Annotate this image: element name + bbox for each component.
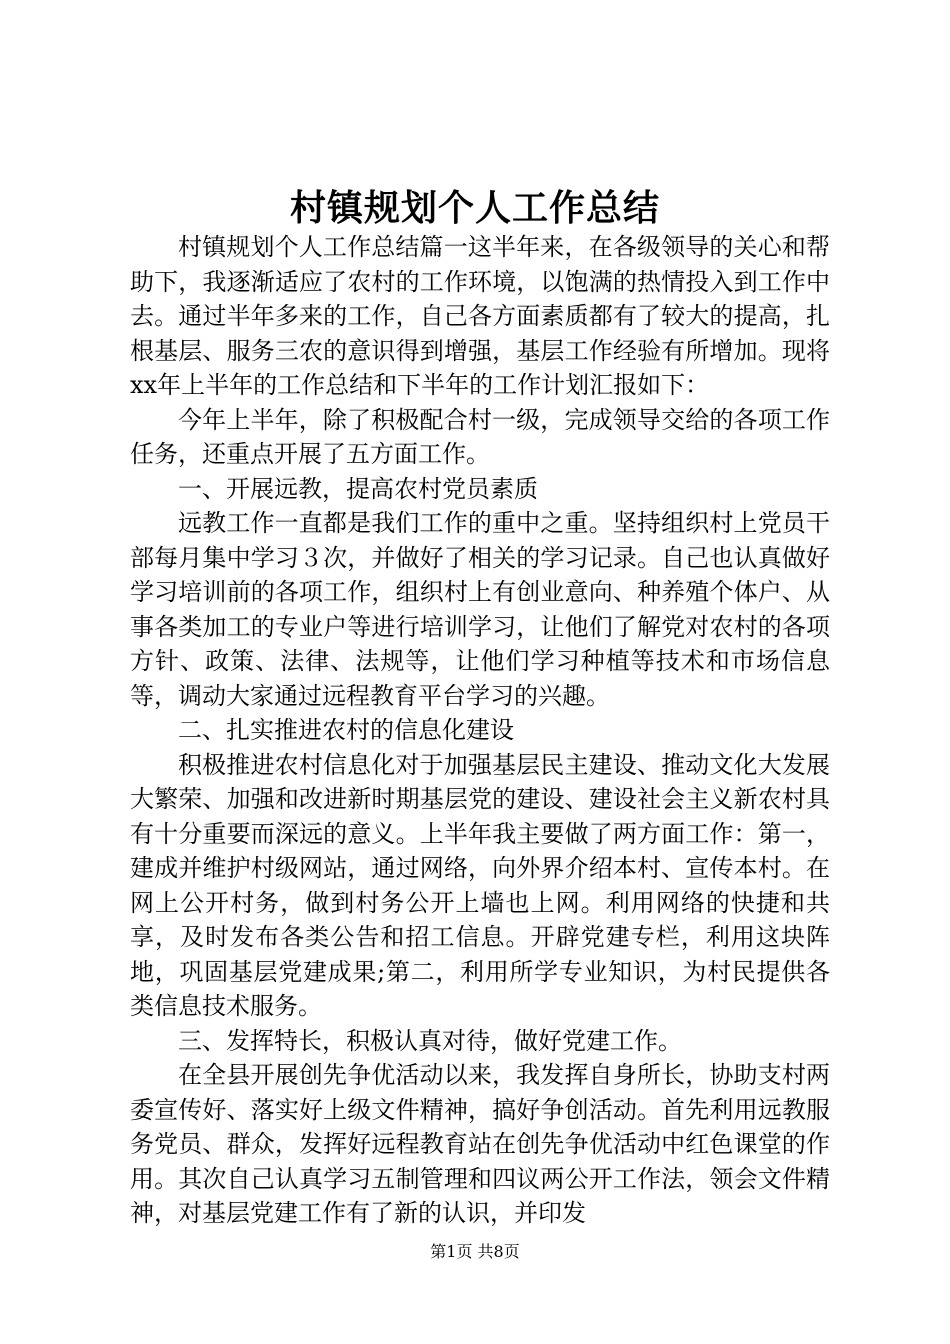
document-body — [130, 230, 830, 1231]
paragraph-intro: 村镇规划个人工作总结篇一这半年来，在各级领导的关心和帮助下，我逐渐适应了农村的工作环境，以饱满的热情投入到工作中去。通过半年多来的工作，自己各方面素质都有了较大的提高，扎根基层、服务三农的意识得到增强，基层工作经验有所增加。现将xx年上半年的工作总结和下半年的工作计划汇报如下： — [130, 233, 830, 399]
paragraph-overview: 今年上半年，除了积极配合村一级，完成领导交给的各项工作任务，还重点开展了五方面工作。 — [130, 405, 830, 468]
section-heading-3: 三、发挥特长，积极认真对待，做好党建工作。 — [178, 1026, 682, 1055]
paragraph-section-1: 远教工作一直都是我们工作的重中之重。坚持组织村上党员干部每月集中学习３次，并做好了相关的学习记录。自己也认真做好学习培训前的各项工作，组织村上有创业意向、种养殖个体户、从事各类加工的专业户等进行培训学习，让他们了解党对农村的各项方针、政策、法律、法规等，让他们学习种植等技术和市场信息等，调动大家通过远程教育平台学习的兴趣。 — [130, 509, 830, 710]
paragraph-section-3: 在全县开展创先争优活动以来，我发挥自身所长，协助支村两委宣传好、落实好上级文件精神，搞好争创活动。首先利用远教服务党员、群众，发挥好远程教育站在创先争优活动中红色课堂的作用。其次自己认真学习五制管理和四议两公开工作法，领会文件精神，对基层党建工作有了新的认识，并印发 — [130, 1061, 830, 1227]
page-number-footer: 第1页 共8页 — [430, 1242, 520, 1261]
section-heading-1: 一、开展远教，提高农村党员素质 — [178, 474, 538, 503]
section-heading-2: 二、扎实推进农村的信息化建设 — [178, 716, 514, 744]
paragraph-section-2: 积极推进农村信息化对于加强基层民主建设、推动文化大发展大繁荣、加强和改进新时期基层党的建设、建设社会主义新农村具有十分重要而深远的意义。上半年我主要做了两方面工作：第一，建成并维护村级网站，通过网络，向外界介绍本村、宣传本村。在网上公开村务，做到村务公开上墙也上网。利用网络的快捷和共享，及时发布各类公告和招工信息。开辟党建专栏，利用这块阵地，巩固基层党建成果;第二，利用所学专业知识，为村民提供各类信息技术服务。 — [130, 750, 830, 1020]
document-title: 村镇规划个人工作总结 — [289, 187, 660, 229]
